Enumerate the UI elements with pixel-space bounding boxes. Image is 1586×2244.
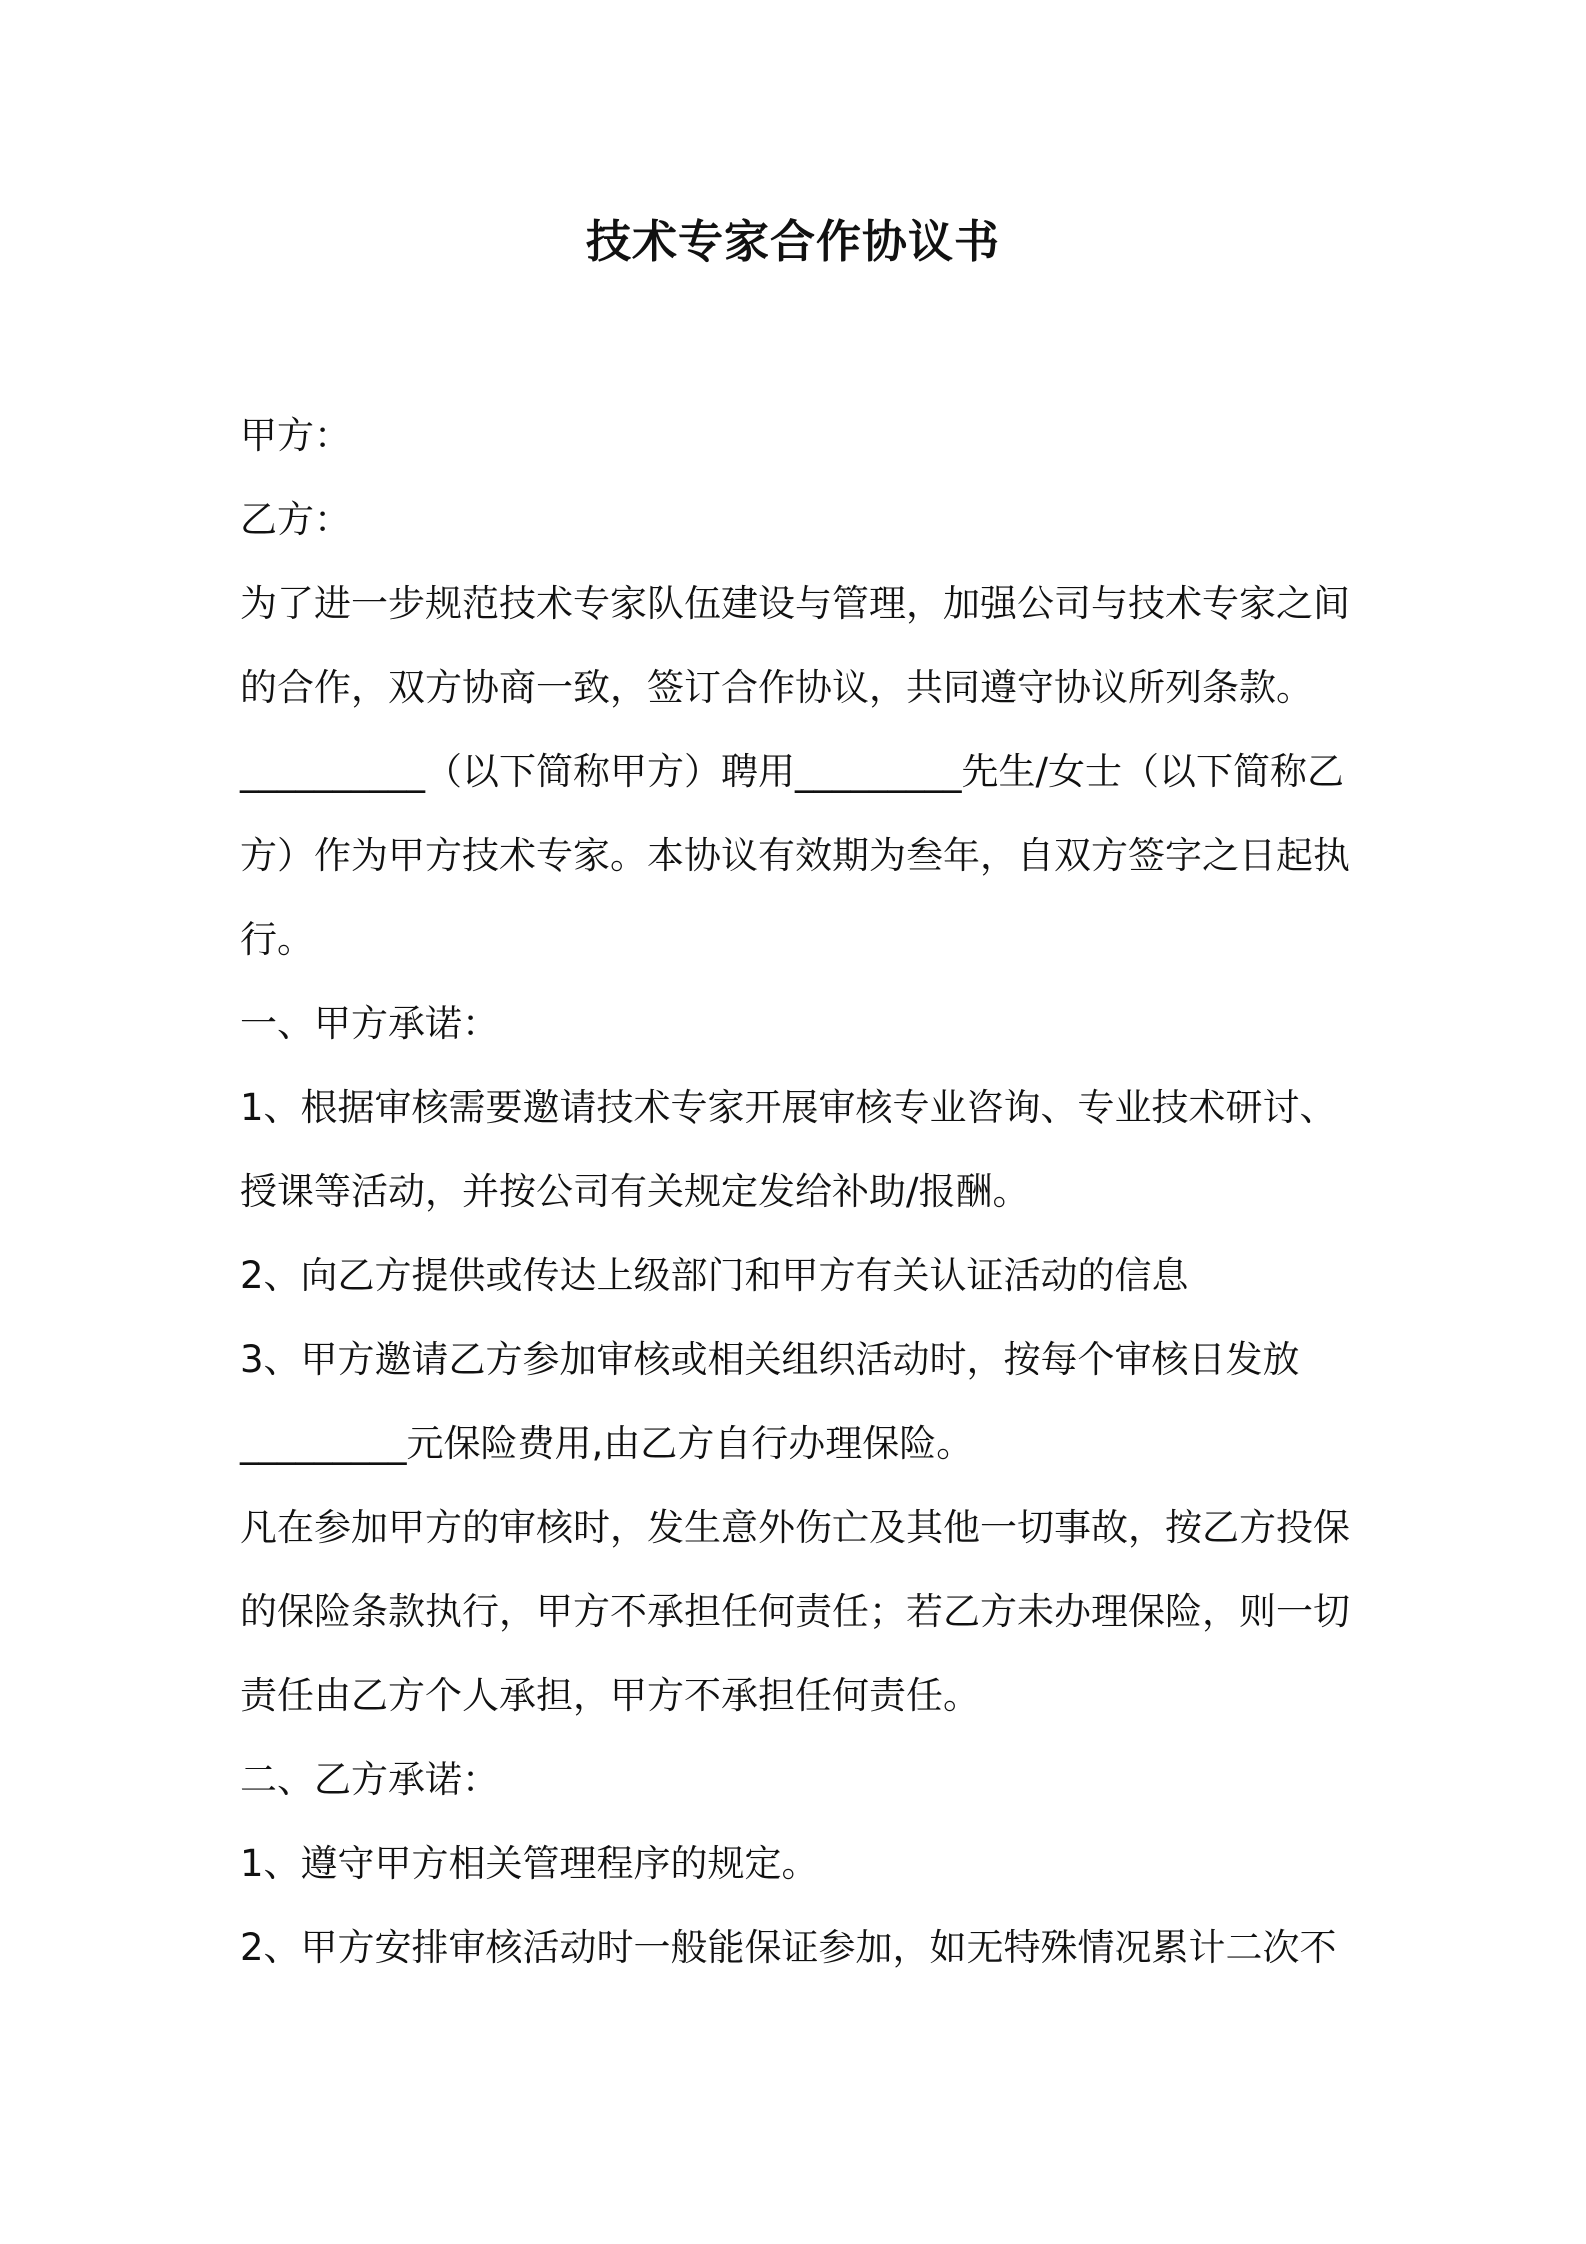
party-b-line: 乙方： bbox=[240, 498, 351, 541]
paragraph-line: 为了进一步规范技术专家队伍建设与管理，加强公司与技术专家之间 bbox=[240, 582, 1350, 625]
clause-line: _________元保险费用,由乙方自行办理保险。 bbox=[240, 1422, 974, 1465]
paragraph-line: 行。 bbox=[240, 918, 314, 961]
paragraph-line: __________（以下简称甲方）聘用_________先生/女士（以下简称乙 bbox=[240, 750, 1344, 793]
paragraph-line: 的保险条款执行，甲方不承担任何责任；若乙方未办理保险，则一切 bbox=[240, 1590, 1350, 1633]
party-a-line: 甲方： bbox=[240, 414, 351, 457]
clause-line: 1、根据审核需要邀请技术专家开展审核专业咨询、专业技术研讨、 bbox=[240, 1086, 1337, 1129]
clause-line: 授课等活动，并按公司有关规定发给补助/报酬。 bbox=[240, 1170, 1030, 1213]
clause-line: 2、向乙方提供或传达上级部门和甲方有关认证活动的信息 bbox=[240, 1254, 1189, 1297]
document-title: 技术专家合作协议书 bbox=[585, 215, 1000, 268]
clause-line: 1、遵守甲方相关管理程序的规定。 bbox=[240, 1842, 819, 1885]
paragraph-line: 责任由乙方个人承担，甲方不承担任何责任。 bbox=[240, 1674, 980, 1717]
clause-line: 3、甲方邀请乙方参加审核或相关组织活动时，按每个审核日发放 bbox=[240, 1338, 1300, 1381]
section-heading: 二、乙方承诺： bbox=[240, 1758, 499, 1801]
section-heading: 一、甲方承诺： bbox=[240, 1002, 499, 1045]
paragraph-line: 的合作，双方协商一致，签订合作协议，共同遵守协议所列条款。 bbox=[240, 666, 1313, 709]
paragraph-line: 凡在参加甲方的审核时，发生意外伤亡及其他一切事故，按乙方投保 bbox=[240, 1506, 1350, 1549]
clause-line: 2、甲方安排审核活动时一般能保证参加，如无特殊情况累计二次不 bbox=[240, 1926, 1337, 1969]
paragraph-line: 方）作为甲方技术专家。本协议有效期为叁年，自双方签字之日起执 bbox=[240, 834, 1350, 877]
